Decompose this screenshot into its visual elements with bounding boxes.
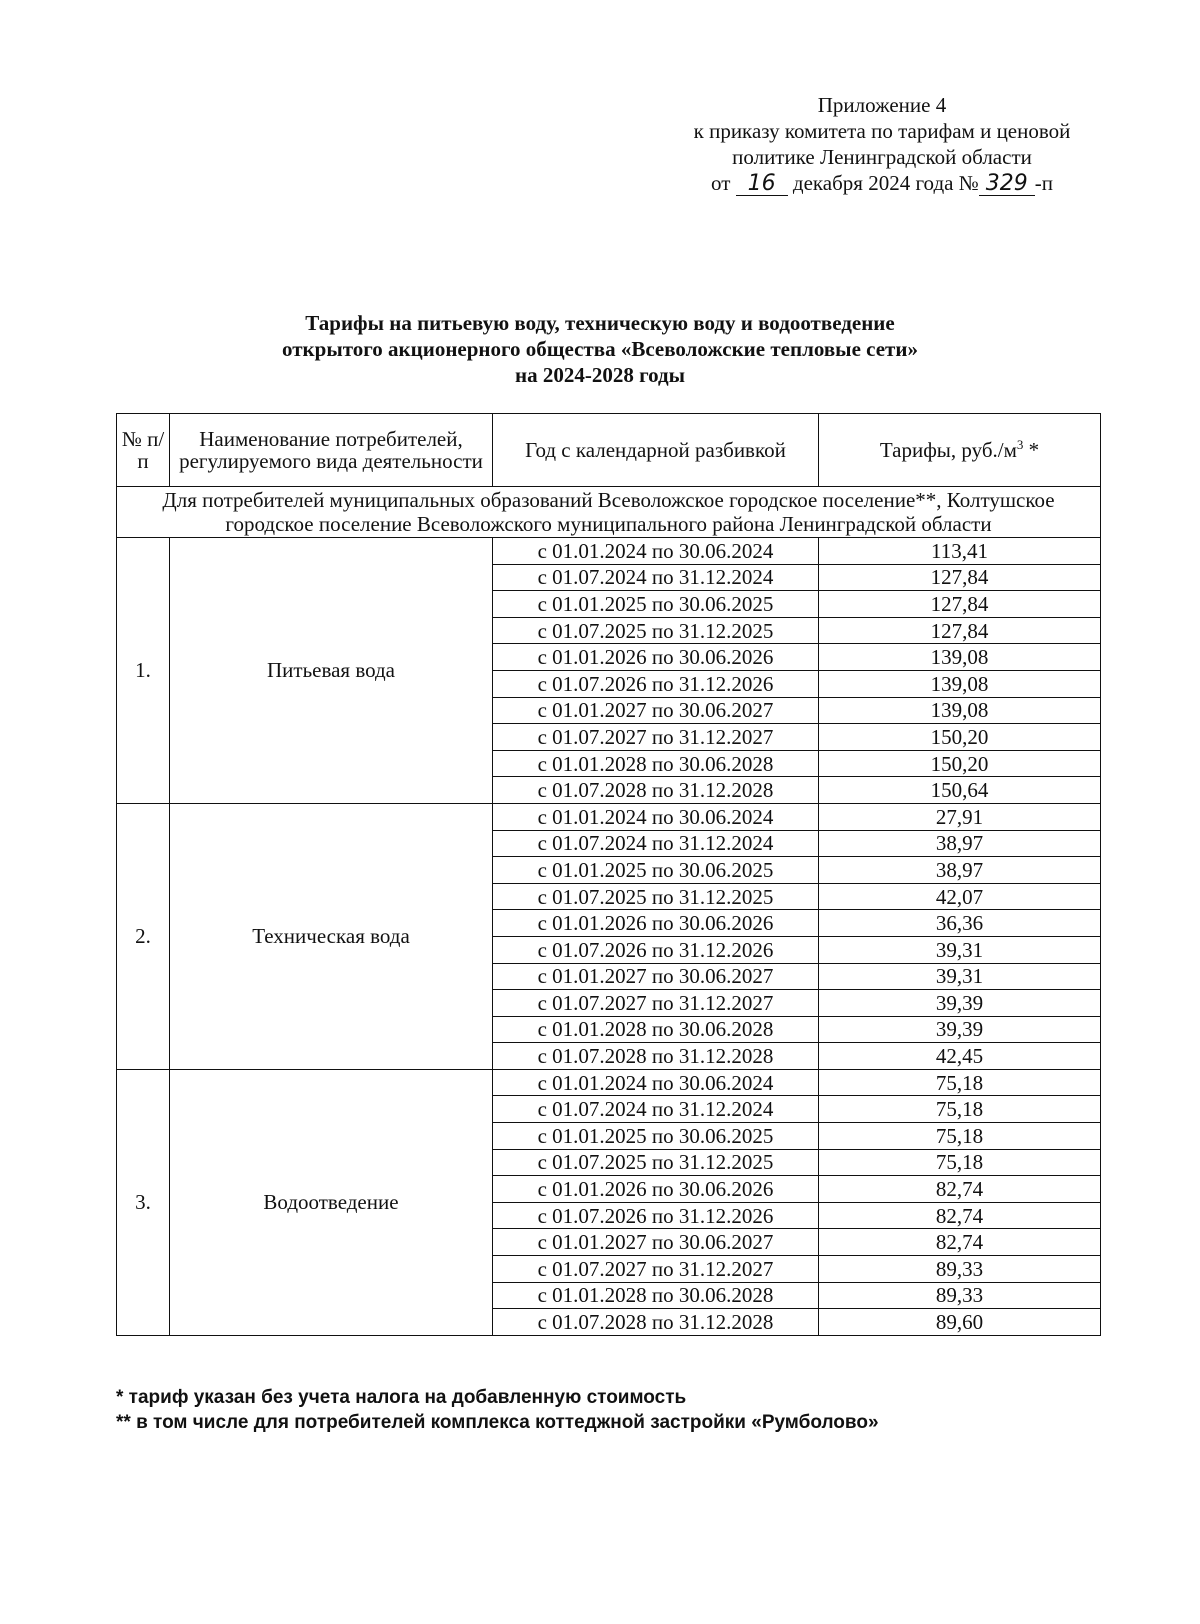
footnote-1: * тариф указан без учета налога на добавленную стоимость: [116, 1387, 687, 1408]
period-cell: с 01.07.2024 по 31.12.2024: [493, 564, 819, 591]
tariff-value-cell: 38,97: [819, 830, 1101, 857]
tariff-value-cell: 139,08: [819, 670, 1101, 697]
tariff-value-cell: 75,18: [819, 1123, 1101, 1150]
tariff-value-cell: 39,39: [819, 990, 1101, 1017]
tariff-value-cell: 42,45: [819, 1043, 1101, 1070]
period-cell: с 01.01.2026 по 30.06.2026: [493, 910, 819, 937]
document-title: [150, 310, 1050, 388]
group-caption: Для потребителей муниципальных образований Всеволожское городское поселение**, Колтушское городское поселение Всеволожского муниципального района Ленинградской области: [117, 487, 1101, 538]
tariff-value-cell: 42,07: [819, 883, 1101, 910]
period-cell: с 01.01.2024 по 30.06.2024: [493, 1069, 819, 1096]
tariff-value-cell: 36,36: [819, 910, 1101, 937]
period-cell: с 01.01.2027 по 30.06.2027: [493, 963, 819, 990]
table-row: [117, 538, 1101, 565]
table-header-row: [117, 414, 1101, 487]
header-num: № п/п: [117, 414, 170, 487]
handwritten-day: 16: [736, 173, 788, 196]
period-cell: с 01.07.2028 по 31.12.2028: [493, 1043, 819, 1070]
section-number: 3.: [117, 1069, 170, 1335]
period-cell: с 01.01.2025 по 30.06.2025: [493, 1123, 819, 1150]
period-cell: с 01.01.2028 по 30.06.2028: [493, 750, 819, 777]
appendix-date-line: [652, 170, 1112, 196]
tariff-value-cell: 139,08: [819, 697, 1101, 724]
tariff-value-cell: 82,74: [819, 1229, 1101, 1256]
section-name: Питьевая вода: [170, 538, 493, 804]
period-cell: с 01.07.2025 по 31.12.2025: [493, 1149, 819, 1176]
period-cell: с 01.01.2028 по 30.06.2028: [493, 1016, 819, 1043]
tariff-value-cell: 89,33: [819, 1282, 1101, 1309]
header-tariff-mark: *: [1023, 438, 1040, 462]
tariff-value-cell: 127,84: [819, 564, 1101, 591]
tariff-value-cell: 27,91: [819, 803, 1101, 830]
tariff-value-cell: 75,18: [819, 1069, 1101, 1096]
period-cell: с 01.07.2025 по 31.12.2025: [493, 617, 819, 644]
tariff-value-cell: 75,18: [819, 1096, 1101, 1123]
period-cell: с 01.01.2024 по 30.06.2024: [493, 538, 819, 565]
date-middle: декабря 2024 года №: [792, 171, 979, 195]
period-cell: с 01.07.2025 по 31.12.2025: [493, 883, 819, 910]
tariff-value-cell: 113,41: [819, 538, 1101, 565]
tariff-value-cell: 150,64: [819, 777, 1101, 804]
tariff-table: [116, 413, 1101, 1336]
header-tariff: [819, 414, 1101, 487]
period-cell: с 01.01.2027 по 30.06.2027: [493, 1229, 819, 1256]
period-cell: с 01.07.2027 по 31.12.2027: [493, 990, 819, 1017]
header-name: Наименование потребителей, регулируемого вида деятельности: [170, 414, 493, 487]
header-tariff-label: Тарифы, руб./м: [879, 438, 1017, 462]
period-cell: с 01.07.2026 по 31.12.2026: [493, 670, 819, 697]
group-caption-row: [117, 487, 1101, 538]
section-number: 1.: [117, 538, 170, 804]
title-line-1: Тарифы на питьевую воду, техническую воду и водоотведение: [305, 311, 895, 335]
table-row: [117, 1069, 1101, 1096]
period-cell: с 01.07.2024 по 31.12.2024: [493, 830, 819, 857]
period-cell: с 01.01.2025 по 30.06.2025: [493, 591, 819, 618]
appendix-authority-line: политике Ленинградской области: [732, 145, 1032, 169]
period-cell: с 01.01.2026 по 30.06.2026: [493, 1176, 819, 1203]
period-cell: с 01.01.2027 по 30.06.2027: [493, 697, 819, 724]
tariff-value-cell: 127,84: [819, 591, 1101, 618]
period-cell: с 01.01.2024 по 30.06.2024: [493, 803, 819, 830]
header-period: Год с календарной разбивкой: [493, 414, 819, 487]
tariff-value-cell: 39,39: [819, 1016, 1101, 1043]
appendix-title: Приложение 4: [817, 93, 947, 117]
handwritten-order-number: 329: [979, 173, 1035, 196]
title-line-3: на 2024-2028 годы: [514, 363, 686, 387]
tariff-value-cell: 39,31: [819, 936, 1101, 963]
tariff-value-cell: 82,74: [819, 1176, 1101, 1203]
period-cell: с 01.07.2027 по 31.12.2027: [493, 724, 819, 751]
header-tariff-sup: 3: [1016, 437, 1024, 452]
section-name: Техническая вода: [170, 803, 493, 1069]
date-prefix: от: [711, 171, 731, 195]
tariff-value-cell: 127,84: [819, 617, 1101, 644]
period-cell: с 01.07.2026 по 31.12.2026: [493, 1202, 819, 1229]
appendix-order-line: к приказу комитета по тарифам и ценовой: [693, 119, 1071, 143]
tariff-value-cell: 139,08: [819, 644, 1101, 671]
period-cell: с 01.07.2028 по 31.12.2028: [493, 1309, 819, 1336]
period-cell: с 01.07.2024 по 31.12.2024: [493, 1096, 819, 1123]
tariff-value-cell: 89,60: [819, 1309, 1101, 1336]
tariff-value-cell: 89,33: [819, 1256, 1101, 1283]
period-cell: с 01.01.2026 по 30.06.2026: [493, 644, 819, 671]
period-cell: с 01.07.2026 по 31.12.2026: [493, 936, 819, 963]
tariff-value-cell: 75,18: [819, 1149, 1101, 1176]
tariff-value-cell: 38,97: [819, 857, 1101, 884]
footnotes: [116, 1385, 1016, 1435]
table-row: [117, 803, 1101, 830]
period-cell: с 01.07.2027 по 31.12.2027: [493, 1256, 819, 1283]
section-number: 2.: [117, 803, 170, 1069]
period-cell: с 01.01.2025 по 30.06.2025: [493, 857, 819, 884]
title-line-2: открытого акционерного общества «Всеволожские тепловые сети»: [282, 337, 918, 361]
section-name: Водоотведение: [170, 1069, 493, 1335]
tariff-value-cell: 150,20: [819, 724, 1101, 751]
period-cell: с 01.07.2028 по 31.12.2028: [493, 777, 819, 804]
footnote-2: ** в том числе для потребителей комплекса коттеджной застройки «Румболово»: [116, 1412, 879, 1433]
period-cell: с 01.01.2028 по 30.06.2028: [493, 1282, 819, 1309]
tariff-value-cell: 39,31: [819, 963, 1101, 990]
tariff-value-cell: 82,74: [819, 1202, 1101, 1229]
tariff-value-cell: 150,20: [819, 750, 1101, 777]
order-number-suffix: -п: [1034, 171, 1053, 195]
appendix-block: [652, 92, 1112, 196]
